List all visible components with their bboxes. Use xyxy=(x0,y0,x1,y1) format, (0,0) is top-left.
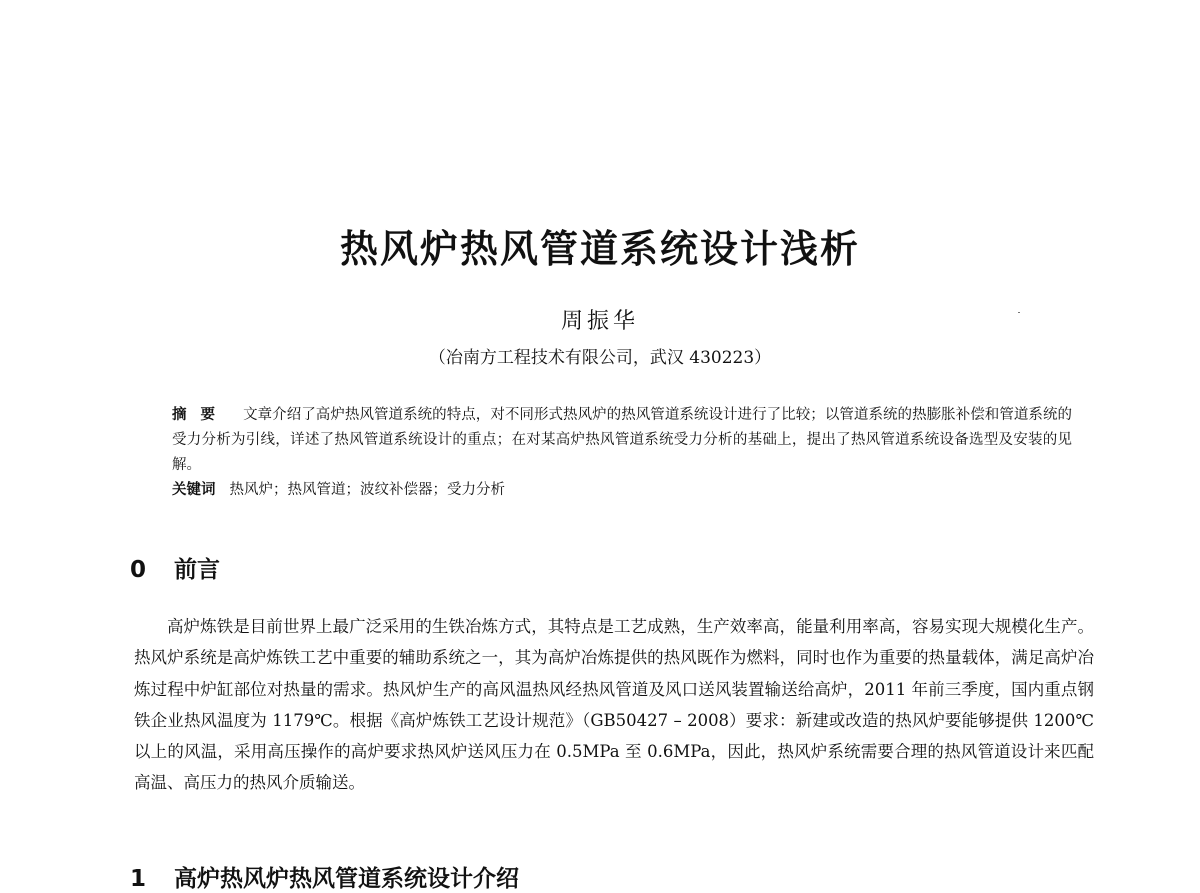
keywords-paragraph xyxy=(172,478,1072,503)
abstract-paragraph xyxy=(172,403,1072,478)
section-title: 高炉热风炉热风管道系统设计介绍 xyxy=(174,866,519,892)
abstract-label: 摘要 xyxy=(172,407,230,423)
section-number: 0 xyxy=(130,557,147,583)
section-title: 前言 xyxy=(174,557,220,583)
scan-speck xyxy=(1018,312,1020,313)
author-affiliation: （冶南方工程技术有限公司，武汉 430223） xyxy=(428,348,772,368)
section-number: 1 xyxy=(130,866,147,892)
author-name: 周振华 xyxy=(560,309,639,334)
keywords-text: 热风炉；热风管道；波纹补偿器；受力分析 xyxy=(229,482,505,498)
paper-title: 热风炉热风管道系统设计浅析 xyxy=(339,227,860,271)
abstract-text: 文章介绍了高炉热风管道系统的特点，对不同形式热风炉的热风管道系统设计进行了比较；以管道系统的热膨胀补偿和管道系统的受力分析为引线，详述了热风管道系统设计的重点；在对某高炉热风管道系统受力分析的基础上，提出了热风管道系统设备选型及安装的见解。 xyxy=(172,407,1073,473)
section-heading-preface xyxy=(130,551,220,584)
preface-paragraph: 高炉炼铁是目前世界上最广泛采用的生铁冶炼方式，其特点是工艺成熟，生产效率高，能量利用率高，容易实现大规模化生产。热风炉系统是高炉炼铁工艺中重要的辅助系统之一，其为高炉冶炼提供的热风既作为燃料，同时也作为重要的热量载体，满足高炉冶炼过程中炉缸部位对热量的需求。热风炉生产的高风温热风经热风管道及风口送风装置输送给高炉，2011 年前三季度，国内重点钢铁企业热风温度为 1179℃。根据《高炉炼铁工艺设计规范》（GB50427 – 2008）要求：新建或改造的热风炉要能够提供 1200℃ 以上的风温，采用高压操作的高炉要求热风炉送风压力在 0.5MPa 至 0.6MPa，因此，热风炉系统需要合理的热风管道设计来匹配高温、高压力的热风介质输送。 xyxy=(134,617,1094,793)
abstract-block xyxy=(172,403,1072,503)
section-heading-design xyxy=(130,860,519,893)
keywords-label: 关键词 xyxy=(172,482,216,498)
